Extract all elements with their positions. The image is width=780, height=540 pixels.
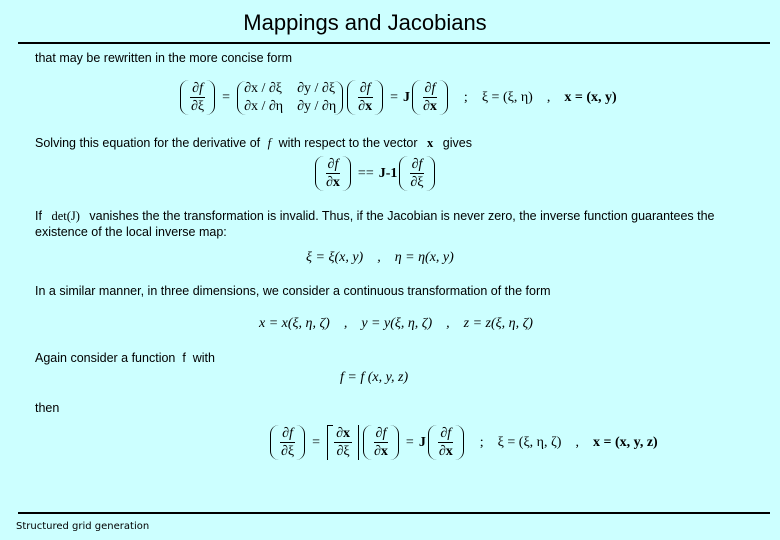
paragraph-concise-form: that may be rewritten in the more concise form — [35, 51, 293, 65]
paragraph-solving: Solving this equation for the derivative of f with respect to the vector x gives — [35, 136, 472, 150]
equation-jacobian-3d: $\frac{\partial f}{\partial\xi}$ = $\frac{\partial x}{\partial\xi}$ $\frac{\partial f}{\partial x}$ = J $\frac{\partial f}{\partial x}$ ; ξ = (ξ, η, ζ) , x = (x, y, z) — [268, 425, 658, 460]
footer-divider — [18, 512, 770, 514]
equation-function-f: f = f (x, y, z) — [340, 370, 409, 385]
lhs-vector: $\frac{\partial f}{\partial\xi}$ — [180, 80, 215, 115]
page-title: Mappings and Jacobians — [243, 10, 487, 35]
paragraph-three-dimensions: In a similar manner, in three dimensions, we consider a continuous transformation of the form — [35, 284, 551, 298]
jacobian-bracket: $\frac{\partial x}{\partial\xi}$ — [327, 425, 359, 460]
equation-inverse-jacobian: $\frac{\partial f}{\partial x}$ == J-1 $\frac{\partial f}{\partial\xi}$ — [313, 156, 437, 191]
paragraph-function-f: Again consider a function f with — [35, 351, 215, 365]
paragraph-jacobian-vanishes: If det(J) vanishes the the transformation is invalid. Thus, if the Jacobian is never zero, the inverse function guarantees the existence of the local inverse map: — [35, 209, 715, 239]
equation-jacobian-2d: $\frac{\partial f}{\partial\xi}$ = ∂x / ∂ξ ∂y / ∂ξ ∂x / ∂η ∂y / ∂η $\frac{\partial f}{\partial x}$ = J $\frac{\partial f}{\partial x}$ ; ξ = (ξ, η) , x = (x, y) — [178, 80, 617, 115]
jacobian-matrix: ∂x / ∂ξ ∂y / ∂ξ ∂x / ∂η ∂y / ∂η — [237, 81, 343, 115]
title-divider — [18, 42, 770, 44]
rhs-vector: $\frac{\partial f}{\partial x}$ — [347, 80, 383, 115]
equation-transformation-3d: x = x(ξ, η, ζ) , y = y(ξ, η, ζ) , z = z(ξ, η, ζ) — [259, 316, 533, 331]
equation-inverse-map: ξ = ξ(x, y) , η = η(x, y) — [306, 250, 454, 265]
paragraph-then: then — [35, 401, 60, 415]
footer-label: Structured grid generation — [16, 521, 150, 532]
